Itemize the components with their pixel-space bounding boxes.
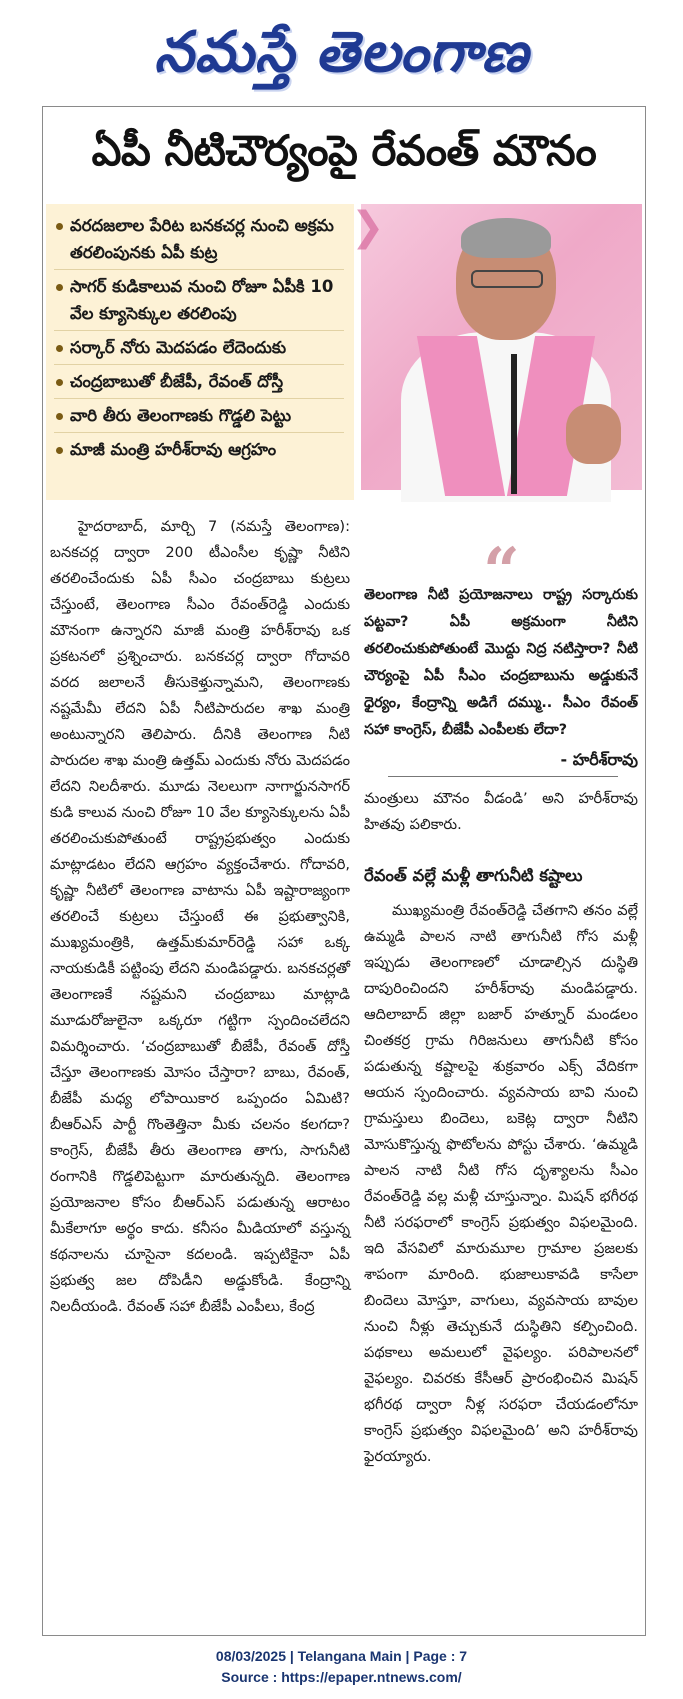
- highlight-item: [54, 368, 344, 399]
- body-column-right: [364, 898, 638, 1470]
- bullet-icon: [56, 345, 63, 352]
- photo-figure-hand: [566, 404, 621, 464]
- photo-backdrop-shape: ❯: [351, 204, 385, 250]
- microphone-icon: [511, 354, 517, 494]
- highlight-item: [54, 212, 344, 270]
- highlight-item: [54, 436, 344, 466]
- body-column-right-continued: [364, 786, 638, 838]
- bullet-icon: [56, 413, 63, 420]
- photo-figure-hair: [461, 218, 551, 258]
- highlight-item: [54, 334, 344, 365]
- quote-icon: “: [483, 534, 520, 609]
- footer-source: Source : https://epaper.ntnews.com/: [221, 1669, 462, 1685]
- article-photo: [351, 204, 642, 490]
- sub-heading: రేవంత్ వల్లే మళ్లీ తాగునీటి కష్టాలు: [364, 866, 583, 885]
- highlight-text: చంద్రబాబుతో బీజేపీ, రేవంత్ దోస్తీ: [70, 372, 284, 391]
- body-paragraph: ముఖ్యమంత్రి రేవంత్‌రెడ్డి చేతగాని తనం వల్లే ఉమ్మడి పాలన నాటి తాగునీటి గోస మళ్లీ ఇప్పుడు తెలంగాణలో చూడాల్సిన దుస్థితి దాపురించిందని హరీశ్‌రావు మండిపడ్డారు. ఆదిలాబాద్ జిల్లా బజార్ హత్నూర్ మండలం చింతకర్ర గ్రామ గిరిజనులు తాగునీటి కోసం పడుతున్న కష్టాలపై శుక్రవారం ఎక్స్ వేదికగా ఆయన స్పందించారు. వ్యవసాయ బావి నుంచి గ్రామస్తులు బిందెలు, బకెట్ల ద్వారా నీటిని మోసుకొస్తున్న ఫొటోలను పోస్టు చేశారు. ‘ఉమ్మడి పాలన నాటి నీటి గోస దృశ్యాలను సీఎం రేవంత్‌రెడ్డి వల్ల మళ్లీ చూస్తున్నాం. మిషన్ భగీరథ నీటి సరఫరాలో కాంగ్రెస్ ప్రభుత్వం విఫలమైంది. ఇది వేసవిలో మారుమూల గ్రామాల ప్రజలకు శాపంగా మారింది. భుజాలుకావడి కాసేలా బిందెలు మోస్తూ, వాగులు, వ్యవసాయ బావుల నుంచి నీళ్లు తెచ్చుకునే దుస్థితిని కల్పించింది. పథకాలు అమలులో వైఫల్యం. పరిపాలనలో వైఫల్యం. చివరకు కేసీఆర్ ప్రారంభించిన మిషన్ భగీరథ ద్వారా నీళ్ల సరఫరా చేయడంలోనూ కాంగ్రెస్ ప్రభుత్వం విఫలమైంది’ అని హరీశ్‌రావు ఫైరయ్యారు.: [364, 902, 638, 1465]
- body-paragraph: మంత్రులు మౌనం వీడండి’ అని హరీశ్‌రావు హితవు పలికారు.: [364, 790, 638, 833]
- footer-edition-info: 08/03/2025 | Telangana Main | Page : 7: [215, 1648, 468, 1664]
- highlight-text: సాగర్ కుడికాలువ నుంచి రోజూ ఏపీకి 10 వేల క్యూసెక్కుల తరలింపు: [70, 277, 334, 323]
- pull-quote-author: - హరీశ్‌రావు: [560, 750, 638, 769]
- highlight-text: సర్కార్ నోరు మెదపడం లేదెందుకు: [70, 338, 287, 357]
- divider: [388, 776, 618, 777]
- highlight-item: [54, 273, 344, 331]
- body-column-left: [50, 514, 350, 1320]
- highlight-text: మాజీ మంత్రి హరీశ్‌రావు ఆగ్రహం: [70, 440, 277, 459]
- highlights-list: [46, 204, 354, 466]
- bullet-icon: [56, 223, 63, 230]
- bullet-icon: [56, 379, 63, 386]
- bullet-icon: [56, 284, 63, 291]
- masthead-logo: [0, 8, 683, 96]
- highlights-box: [46, 204, 354, 500]
- highlight-item: [54, 402, 344, 433]
- highlight-text: వారి తీరు తెలంగాణకు గొడ్డలి పెట్టు: [70, 406, 292, 425]
- highlight-text: వరదజలాల పేరిట బనకచర్ల నుంచి అక్రమ తరలింపునకు ఏపీ కుట్ర: [70, 216, 334, 262]
- article-headline: ఏపీ నీటిచౌర్యంపై రేవంత్ మౌనం: [91, 126, 597, 175]
- body-paragraph: హైదరాబాద్, మార్చి 7 (నమస్తే తెలంగాణ): బనకచర్ల ద్వారా 200 టీఎంసీల కృష్ణా నీటిని తరలించేందుకు ఏపీ సీఎం చంద్రబాబు కుట్రలు చేస్తుంటే, తెలంగాణ సీఎం రేవంత్‌రెడ్డి ఎందుకు మౌనంగా ఉన్నారని మాజీ మంత్రి హరీశ్‌రావు ఒక ప్రకటనలో ప్రశ్నించారు. బనకచర్ల ద్వారా గోదావరి వరద జలాలనే తీసుకెళ్తున్నామని, తెలంగాణకు నష్టమేమీ లేదని ఏపీ నీటిపారుదల శాఖ మంత్రి అంటున్నారని తెలిపారు. దీనికి తెలంగాణ నీటి పారుదల శాఖ మంత్రి ఉత్తమ్ ఎందుకు నోరు మెదపడం లేదని నిలదీశారు. మూడు నెలలుగా నాగార్జునసాగర్ కుడి కాలువ నుంచి రోజూ 10 వేల క్యూసెక్కులను ఏపీ తరలించుకుపోతుంటే రాష్ట్రప్రభుత్వం ఎందుకు మాట్లాడటం లేదని ఆగ్రహం వ్యక్తంచేశారు. గోదావరి, కృష్ణా నీటిలో తెలంగాణ వాటాను ఏపీ ఇష్టారాజ్యంగా తరలించే కుట్రలు చేస్తుంటే ఈ ప్రభుత్వానికి, ముఖ్యమంత్రికి, ఉత్తమ్‌కుమార్‌రెడ్డి సహా ఒక్క నాయకుడికీ పట్టింపు లేదని మండిపడ్డారు. బనకచర్లతో తెలంగాణకే నష్టమని చంద్రబాబు మాట్లాడి మూడురోజులైనా ఒక్కరూ గట్టిగా స్పందించలేదని విమర్శించారు. ‘చంద్రబాబుతో బీజేపీ, రేవంత్ దోస్తీ చేస్తూ తెలంగాణకు మోసం చేస్తారా? బాబు, రేవంత్, బీజేపీ మధ్య లోపాయికార ఒప్పందం ఏమిటి? బీఆర్‌ఎస్ పార్టీ గొంతెత్తినా మీకు చలనం కలగదా? కాంగ్రెస్, బీజేపీ తీరు తెలంగాణ తాగు, సాగునీటి రంగానికి గొడ్డలిపెట్టుగా మారుతున్నది. తెలంగాణ ప్రయోజనాల కోసం బీఆర్‌ఎస్ పడుతున్న ఆరాటం మీకేలాగూ అర్థం కాదు. కనీసం మీడియాలో వస్తున్న కథనాలను చూసైనా కదలండి. ఇప్పటికైనా ఏపీ ప్రభుత్వ జల దోపిడీని అడ్డుకోండి. కేంద్రాన్ని నిలదీయండి. రేవంత్ సహా బీజేపీ ఎంపీలు, కేంద్ర: [50, 518, 350, 1315]
- bullet-icon: [56, 447, 63, 454]
- photo-figure-glasses: [471, 270, 543, 288]
- pull-quote: తెలంగాణ నీటి ప్రయోజనాలు రాష్ట్ర సర్కారుకు పట్టవా? ఏపీ అక్రమంగా నీటిని తరలించుకుపోతుంటే మొద్దు నిద్ర నటిస్తారా? నీటి చౌర్యంపై ఏపీ సీఎం చంద్రబాబును అడ్డుకునే ధైర్యం, కేంద్రాన్ని అడిగే దమ్ము.. సీఎం రేవంత్ సహా కాంగ్రెస్, బీజేపీ ఎంపీలకు లేదా?: [364, 587, 638, 738]
- masthead-text: నమస్తే తెలంగాణ: [154, 19, 529, 85]
